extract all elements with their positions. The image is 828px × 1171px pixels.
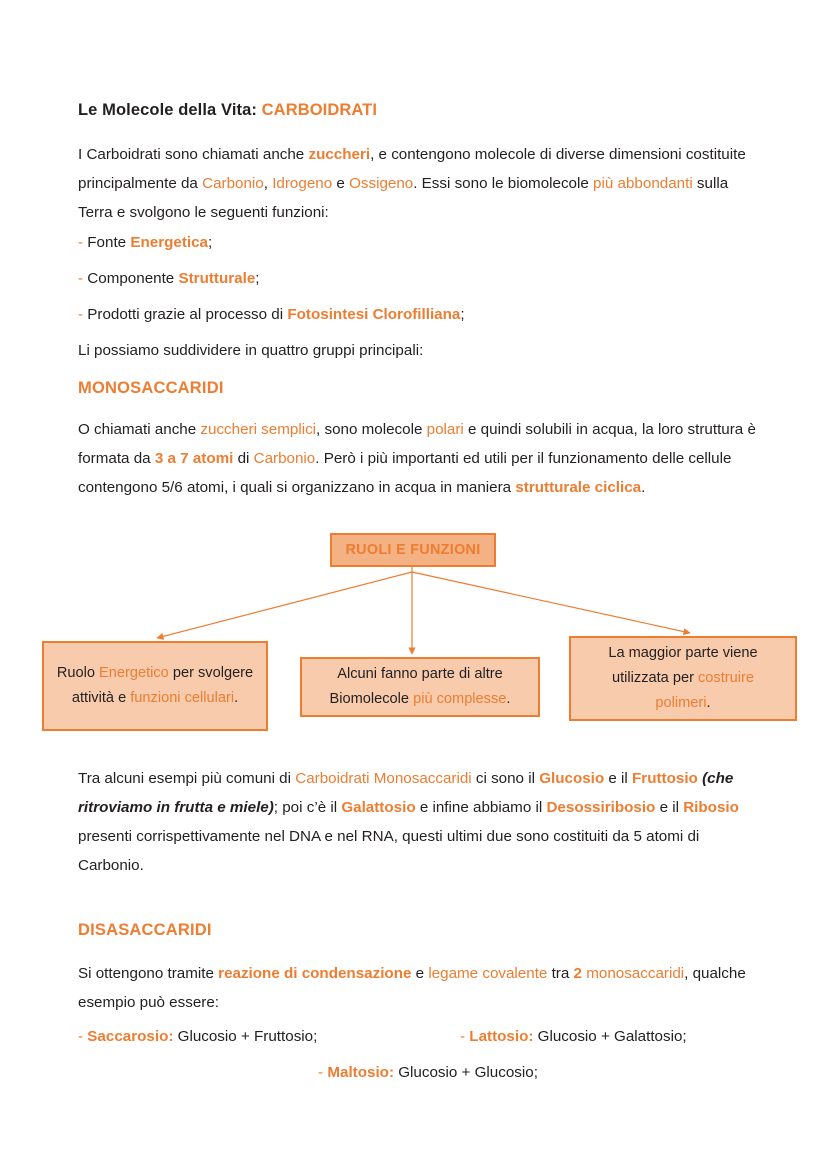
list-item-fotosintesi <box>78 300 758 329</box>
list-item-maltosio <box>78 1058 758 1087</box>
ex-text-5: ; poi c’è il <box>273 799 342 816</box>
section-heading-text: MONOSACCARIDI <box>78 379 224 397</box>
box-mid-text-2: . <box>506 691 511 707</box>
diagram-node-biomolecole <box>300 657 540 717</box>
box-left-text-1: Ruolo <box>56 665 100 681</box>
disaccaridi-examples-row-2 <box>78 1058 758 1087</box>
bullet-dash-icon: - <box>78 234 84 251</box>
ex-accent-carboidrati-mono: Carboidrati Monosaccaridi <box>295 770 472 787</box>
connector-arrow-left <box>157 572 412 638</box>
list-item-name: Maltosio: <box>327 1064 394 1081</box>
intro-text-1: I Carboidrati sono chiamati anche <box>78 146 309 163</box>
disa-accent-2: 2 <box>573 965 582 982</box>
bullet-text-post: ; <box>255 270 260 287</box>
list-item-value: Glucosio + Galattosio; <box>533 1028 687 1045</box>
groups-intro-line <box>78 336 758 365</box>
disa-text-3: tra <box>547 965 574 982</box>
intro-accent-abbondanti: più abbondanti <box>593 175 693 192</box>
list-item-lattosio <box>460 1022 758 1051</box>
ex-accent-glucosio: Glucosio <box>539 770 605 787</box>
list-item-value: Glucosio + Fruttosio; <box>173 1028 318 1045</box>
bullet-dash-icon: - <box>78 306 84 323</box>
box-right-text-2: . <box>706 695 711 711</box>
ex-text-1: Tra alcuni esempi più comuni di <box>78 770 296 787</box>
disaccaridi-paragraph <box>78 959 758 1017</box>
diagram-node-ruolo-energetico <box>42 641 268 731</box>
intro-accent-carbonio: Carbonio <box>202 175 264 192</box>
disa-accent-monosaccaridi: monosaccaridi <box>586 965 685 982</box>
box-left-accent-funzioni: funzioni cellulari <box>130 690 235 706</box>
box-left-text-3: . <box>234 690 239 706</box>
ex-text-7: e il <box>655 799 684 816</box>
page-title-prefix: Le Molecole della Vita: <box>78 101 262 119</box>
groups-intro-text: Li possiamo suddividere in quattro gruppi principali: <box>78 342 424 359</box>
box-right-text-1: La maggior parte viene utilizzata per <box>608 645 758 686</box>
disa-accent-legame-covalente: legame covalente <box>428 965 548 982</box>
box-left-text-2: per svolgere attività e <box>71 665 254 706</box>
diagram-node-label: RUOLI E FUNZIONI <box>345 541 481 558</box>
bullet-dash-icon: - <box>78 1028 84 1045</box>
ex-accent-galattosio: Galattosio <box>341 799 416 816</box>
ex-accent-ribosio: Ribosio <box>683 799 739 816</box>
disa-accent-condensazione: reazione di condensazione <box>218 965 412 982</box>
section-heading-monosaccaridi <box>78 379 758 398</box>
section-heading-text: DISASACCARIDI <box>78 921 212 939</box>
disa-text-1: Si ottengono tramite <box>78 965 219 982</box>
mono-text-4: di <box>233 450 254 467</box>
bullet-accent: Strutturale <box>178 270 256 287</box>
examples-paragraph <box>78 764 758 880</box>
bullet-text-pre: Fonte <box>83 234 131 251</box>
intro-text-4: e <box>332 175 350 192</box>
mono-text-3: e quindi solubili in acqua, la loro struttura è formata da <box>78 421 756 467</box>
bullet-dash-icon: - <box>318 1064 324 1081</box>
ex-accent-fruttosio: Fruttosio <box>632 770 698 787</box>
mono-accent-polari: polari <box>426 421 464 438</box>
bullet-dash-icon: - <box>78 270 84 287</box>
connector-arrow-right <box>412 572 690 633</box>
box-mid-accent-complesse: più complesse <box>413 691 507 707</box>
disa-text-5: , qualche esempio può essere: <box>78 965 746 1011</box>
mono-accent-atomi: 3 a 7 atomi <box>154 450 234 467</box>
page-title-accent: CARBOIDRATI <box>261 101 378 119</box>
box-right-accent-costruire: costruire polimeri <box>655 670 754 711</box>
list-item-saccarosio <box>78 1022 460 1051</box>
ex-text-3: e il <box>604 770 633 787</box>
bullet-text-post: ; <box>460 306 465 323</box>
ruoli-e-funzioni-diagram <box>0 528 828 736</box>
section-heading-disasaccaridi <box>78 921 758 940</box>
mono-accent-ciclica: strutturale ciclica <box>515 479 642 496</box>
page-title <box>78 101 768 120</box>
box-mid-text-1: Alcuni fanno parte di altre Biomolecole <box>329 666 503 707</box>
ex-text-8: presenti corrispettivamente nel DNA e nel RNA, questi ultimi due sono costituiti da 5 atomi di Carbonio. <box>78 828 700 874</box>
box-left-accent-energetico: Energetico <box>99 665 169 681</box>
intro-text-5: . Essi sono le biomolecole <box>413 175 594 192</box>
mono-text-6: . <box>641 479 646 496</box>
intro-paragraph <box>78 140 758 227</box>
monosaccaridi-paragraph <box>78 415 758 502</box>
intro-text-2: , e contengono molecole di diverse dimensioni costituite principalmente da <box>78 146 746 192</box>
mono-text-2: , sono molecole <box>316 421 427 438</box>
intro-accent-idrogeno: Idrogeno <box>272 175 333 192</box>
list-item-name: Lattosio: <box>469 1028 534 1045</box>
bullet-text-post: ; <box>208 234 213 251</box>
ex-accent-desossiribosio: Desossiribosio <box>546 799 656 816</box>
disaccaridi-examples-row-1 <box>78 1022 758 1051</box>
bullet-accent: Energetica <box>130 234 209 251</box>
ex-text-6: e infine abbiamo il <box>415 799 547 816</box>
ex-text-2: ci sono il <box>471 770 540 787</box>
mono-accent-carbonio: Carbonio <box>253 450 316 467</box>
disa-text-2: e <box>411 965 429 982</box>
mono-text-1: O chiamati anche <box>78 421 201 438</box>
list-item-name: Saccarosio: <box>87 1028 174 1045</box>
intro-text-6: sulla Terra e svolgono le seguenti funzioni: <box>78 175 729 221</box>
ex-note-frutta-miele: (che ritroviamo in frutta e miele) <box>78 770 734 816</box>
list-item-componente-strutturale <box>78 264 758 293</box>
bullet-dash-icon: - <box>460 1028 466 1045</box>
intro-accent-ossigeno: Ossigeno <box>349 175 414 192</box>
list-item-fonte-energetica <box>78 228 758 257</box>
bullet-accent: Fotosintesi Clorofilliana <box>287 306 461 323</box>
diagram-node-ruoli-e-funzioni <box>330 533 496 567</box>
intro-accent-zuccheri: zuccheri <box>308 146 371 163</box>
bullet-text-pre: Componente <box>83 270 179 287</box>
mono-text-5: . Però i più importanti ed utili per il funzionamento delle cellule contengono 5/6 atomi, i quali si organizzano in acqua in maniera <box>78 450 732 496</box>
bullet-text-pre: Prodotti grazie al processo di <box>83 306 288 323</box>
diagram-node-polimeri <box>569 636 797 721</box>
intro-text-3: , <box>263 175 273 192</box>
mono-accent-zuccheri-semplici: zuccheri semplici <box>200 421 317 438</box>
list-item-value: Glucosio + Glucosio; <box>394 1064 538 1081</box>
